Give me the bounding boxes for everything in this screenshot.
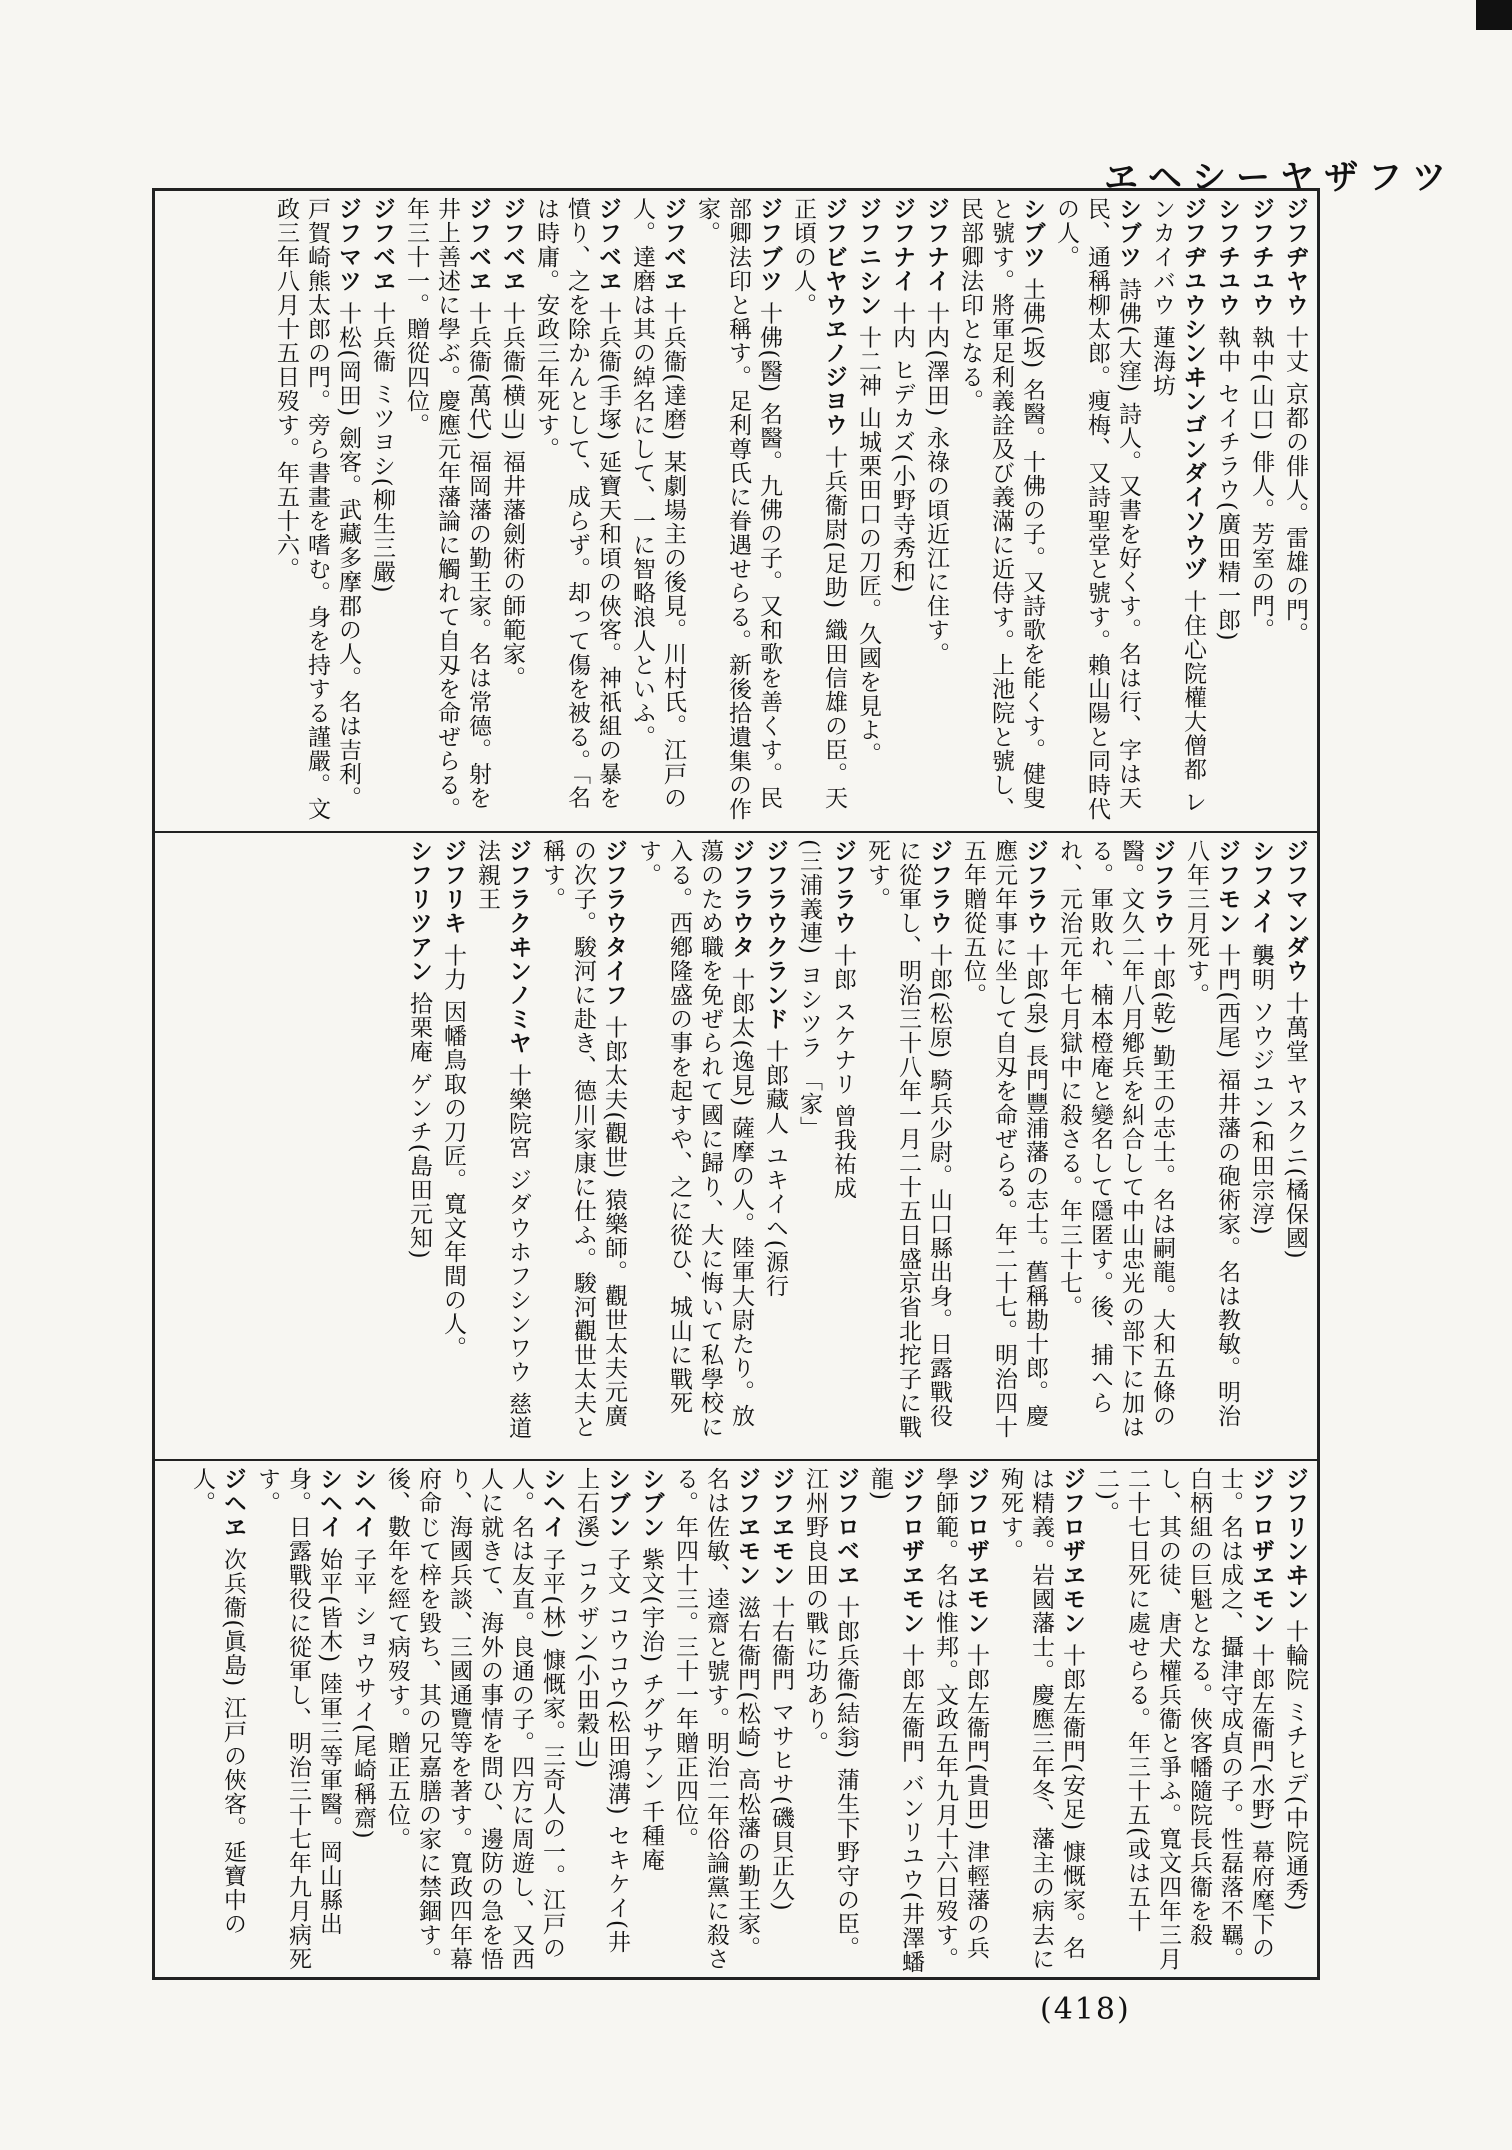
page-number: (418) bbox=[1040, 1992, 1131, 2027]
entry-text: 十丈 京都の俳人。雷雄の門。 bbox=[1282, 325, 1308, 646]
entry-reading: ジフビヤウヱノジヨウ bbox=[821, 197, 848, 437]
entry bbox=[886, 197, 918, 823]
entry-text: 十兵衞 ミツヨシ(柳生三嚴) bbox=[369, 301, 395, 594]
entry bbox=[1279, 197, 1311, 823]
entry-text: 子平(林) 慷慨家。三奇人の一。江戸の人。名は友直。良通の子。四方に周遊し、又西人に就きて、海外の事情を問ひ、邊防の急を悟り、海國兵談、三國通覽等を著す。寬政四年幕府命じて梓を毀ち、其の兄嘉膳の家に禁錮す。後、數年を經て病歿す。贈正五位。 bbox=[384, 1467, 565, 1971]
entry-text: 十兵衞(手塚) 延寶天和頃の俠客。神祇組の暴を憤り、之を除かんとして、成らず。却って傷を被る。「名は時庸。安政三年死す。 bbox=[533, 197, 621, 810]
entry bbox=[186, 1467, 249, 1975]
entry-text: 紫文(宇治) チグサアン 千種庵 bbox=[638, 1547, 664, 1872]
section-top bbox=[161, 197, 1311, 823]
entry-reading: シブツ bbox=[1019, 197, 1046, 269]
entry-text: 十右衞門 マサヒサ(磯貝正久) bbox=[768, 1595, 794, 1912]
entry-reading: ジフチユウ bbox=[1248, 197, 1275, 317]
entry-reading: ジフナイ bbox=[923, 197, 950, 293]
entry-reading: ジフラクヰンノミヤ bbox=[505, 839, 532, 1055]
entry-text: 始平(皆木) 陸軍三等軍醫。岡山縣出身。日露戰役に從軍し、明治三十七年九月病死す。 bbox=[254, 1467, 342, 1971]
entry-text: 十郎(乾) 勤王の志士。名は嗣龍。大和五條の醫。文久二年八月鄕兵を糾合して中山忠光の部下に加はる。軍敗れ、楠本橙庵と變名して隱匿す。後、捕へられ、元治元年七月獄中に殺さる。年三十七。 bbox=[1056, 839, 1175, 1439]
entry bbox=[920, 197, 952, 823]
section-bottom bbox=[161, 1467, 1311, 1975]
entry-text: 十郎太夫(觀世) 猿樂師。觀世太夫元廣の次子。駿河に赴き、德川家康に仕ふ。駿河觀世太夫と稱す。 bbox=[539, 839, 627, 1439]
section-divider-bottom bbox=[155, 1459, 1317, 1461]
entry bbox=[691, 197, 785, 823]
entry-text: 拾栗庵 ゲンチ(島田元知) bbox=[406, 991, 432, 1260]
entry bbox=[759, 839, 791, 1451]
entry-reading: ジフロザヱモン bbox=[1059, 1467, 1086, 1635]
entry-reading: シブン bbox=[604, 1467, 631, 1539]
entry-reading: ジフニシン bbox=[855, 197, 882, 317]
entry-reading: ジフマンダウ bbox=[1282, 839, 1309, 983]
entry bbox=[536, 839, 630, 1451]
entry-text: 十兵衞(達磨) 某劇場主の後見。川村氏。江戸の人。達磨は其の綽名にして、一に智略浪人といふ。 bbox=[629, 197, 686, 810]
entry-text: 十郎左衞門(安足) 慷慨家。名は精義。岩國藩士。慶應三年冬、藩主の病去に殉死す。 bbox=[997, 1467, 1085, 1971]
entry-reading: ジフラウタイフ bbox=[601, 839, 628, 1007]
entry-text: 執中(山口) 俳人。芳室の門。 bbox=[1248, 325, 1274, 642]
entry-text: 十郎藏人 ユキイヘ(源行 bbox=[762, 1039, 788, 1298]
entry-reading: シヘイ bbox=[316, 1467, 343, 1539]
entry-reading: ジフラウタ bbox=[728, 839, 755, 959]
entry bbox=[632, 839, 757, 1451]
entry-text: 十樂院宮 ジダウホフシンワウ 慈道法親王 bbox=[474, 839, 531, 1440]
entry-reading: ジフベヱ bbox=[499, 197, 526, 293]
text-frame bbox=[152, 188, 1320, 1980]
entry-reading: シブツ bbox=[1115, 197, 1142, 269]
entry bbox=[861, 839, 955, 1451]
entry-text: 子文 コウコウ(松田鴻溝) セキケイ(井上石溪) コクザン(小田穀山) bbox=[573, 1467, 630, 1954]
entry-text: 十郎左衞門 バンリユウ(井澤蟠龍) bbox=[867, 1467, 924, 1974]
entry bbox=[403, 839, 435, 1451]
entry-reading: シヘイ bbox=[350, 1467, 377, 1539]
entry-text: 十兵衞(萬代) 福岡藩の勤王家。名は常德。射を井上善述に學ぶ。慶應元年藩論に觸れて自刄を命ぜらる。年三十一。贈從四位。 bbox=[403, 197, 491, 821]
entry bbox=[626, 197, 689, 823]
entry-reading: ジフラウクランド bbox=[762, 839, 789, 1031]
entry-reading: ジフマツ bbox=[335, 197, 362, 293]
entry bbox=[496, 197, 528, 823]
entry-text: 十二神 山城栗田口の刀匠。久國を見よ。 bbox=[855, 325, 881, 766]
entry-text: 十萬堂 ヤスクニ(橘保國) bbox=[1282, 991, 1308, 1260]
entry-reading: シブン bbox=[638, 1467, 665, 1539]
entry-text: 十佛(醫) 名醫。九佛の子。又和歌を善くす。民部卿法印と稱す。足利尊氏に眷遇せらる。新後拾遺集の作家。 bbox=[694, 197, 782, 821]
page-edge-mark bbox=[1476, 0, 1512, 30]
entry-reading: ジフヱモン bbox=[734, 1467, 761, 1587]
entry bbox=[530, 197, 624, 823]
entry-reading: ジフラウ bbox=[926, 839, 953, 935]
entry-reading: ジフベヱ bbox=[465, 197, 492, 293]
entry bbox=[1279, 839, 1311, 1451]
entry bbox=[1279, 1467, 1311, 1975]
entry-text: 十郎 スケナリ 曾我祐成 bbox=[830, 943, 856, 1200]
entry-text: 十郎左衞門(貴田) 津輕藩の兵學師範。名は惟邦。文政五年九月十六日歿す。 bbox=[932, 1467, 989, 1971]
entry-text: 執中 セイチラウ(廣田精一郎) bbox=[1214, 325, 1240, 642]
entry bbox=[852, 197, 884, 823]
entry-text: 十輪院 ミチヒデ(中院通秀) bbox=[1282, 1619, 1308, 1912]
page-header-index: ヱヘシーヤザフツ bbox=[1104, 158, 1456, 198]
entry-text: 十郎(松原) 騎兵少尉。山口縣出身。日露戰役に從軍し、明治三十八年一月二十五日盛京省北拕子に戰死す。 bbox=[864, 839, 952, 1439]
entry-reading: ジフナイ bbox=[889, 197, 916, 293]
entry-reading: ジヘヱ bbox=[220, 1467, 247, 1539]
entry-reading: ジフヱモン bbox=[768, 1467, 795, 1587]
entry bbox=[765, 1467, 797, 1975]
entry bbox=[570, 1467, 633, 1975]
entry bbox=[347, 1467, 379, 1975]
entry-reading: ジフリンヰン bbox=[1282, 1467, 1309, 1611]
entry-text: 十郎左衞門(水野) 幕府麾下の士。名は成之、攝津守成貞の子。性磊落不羈。白柄組の巨魁となる。俠客幡隨院長兵衞を殺し、其の徒、唐犬權兵衞と爭ふ。寬文四年三月二十七日死に處せらる。年三十五(或は五十二)。 bbox=[1093, 1467, 1274, 1971]
entry-text: 詩佛(大窪) 詩人。又書を好くす。名は行、字は天民、通稱柳太郎。痩梅、又詩聖堂と號す。賴山陽と同時代の人。 bbox=[1053, 197, 1141, 821]
entry bbox=[1180, 839, 1243, 1451]
entry-reading: ジフラウ bbox=[830, 839, 857, 935]
entry-text: 十力 因幡鳥取の刀匠。寬文年間の人。 bbox=[440, 943, 466, 1360]
entry-reading: シフリツアン bbox=[406, 839, 433, 983]
entry-reading: シヘイ bbox=[539, 1467, 566, 1539]
entry bbox=[1211, 197, 1243, 823]
entry-reading: シフメイ bbox=[1248, 839, 1275, 935]
entry-reading: ジフロザヱモン bbox=[898, 1467, 925, 1635]
entry bbox=[1245, 197, 1277, 823]
entry-text: 滋右衞門(松崎) 高松藩の勤王家。名は佐敏、逵齋と號す。明治二年俗論黨に殺さる。年四十三。三十一年贈正四位。 bbox=[672, 1467, 760, 1971]
entry bbox=[1053, 839, 1178, 1451]
entry bbox=[251, 1467, 345, 1975]
entry bbox=[864, 1467, 927, 1975]
entry-reading: ジフヂヤウ bbox=[1282, 197, 1309, 317]
entry-reading: ジフベヱ bbox=[660, 197, 687, 293]
entry-reading: ジフラウ bbox=[1149, 839, 1176, 935]
entry bbox=[1245, 839, 1277, 1451]
entry-text: 十郎(泉) 長門豐浦藩の志士。舊稱勘十郎。慶應元年事に坐して自刄を命ぜらる。年二十七。明治四十五年贈從五位。 bbox=[960, 839, 1048, 1439]
entry-text: 十門(西尾) 福井藩の砲術家。名は教敏。明治八年三月死す。 bbox=[1183, 839, 1240, 1428]
entry bbox=[787, 197, 850, 823]
entry-text: 十兵衞(横山) 福井藩劍術の師範家。 bbox=[499, 301, 525, 690]
entry-reading: シフチユウ bbox=[1214, 197, 1241, 317]
entry bbox=[270, 197, 364, 823]
section-divider-top bbox=[155, 831, 1317, 833]
entry bbox=[437, 839, 469, 1451]
entry-text: 十住心院權大僧都 レンカイバウ 蓮海坊 bbox=[1149, 197, 1206, 814]
entry-reading: ジフベヱ bbox=[595, 197, 622, 293]
entry bbox=[471, 839, 534, 1451]
entry bbox=[366, 197, 398, 823]
entry bbox=[954, 197, 1048, 823]
entry-text: 襲明 ソウジユン(和田宗淳) bbox=[1248, 943, 1274, 1236]
entry bbox=[669, 1467, 763, 1975]
entry bbox=[793, 839, 825, 1451]
entry-text: 十内 ヒデカズ(小野寺秀和) bbox=[889, 301, 915, 594]
entry-reading: ジフヂユウシンヰンゴンダイソウヅ bbox=[1180, 197, 1207, 581]
entry bbox=[400, 197, 494, 823]
entry-reading: ジフモン bbox=[1214, 839, 1241, 935]
entry-reading: ジフロザヱモン bbox=[1248, 1467, 1275, 1635]
entry bbox=[799, 1467, 862, 1975]
entry bbox=[827, 839, 859, 1451]
entry-reading: ジフリキ bbox=[440, 839, 467, 935]
entry bbox=[957, 839, 1051, 1451]
entry bbox=[381, 1467, 568, 1975]
entry-text: 次兵衞(眞島) 江戸の俠客。延寶中の人。 bbox=[189, 1467, 246, 1936]
entry-reading: ジフロザヱモン bbox=[963, 1467, 990, 1635]
entry-text: 十内(澤田) 永祿の頃近江に住す。 bbox=[923, 301, 949, 666]
entry-text: 土佛(坂) 名醫。十佛の子。又詩歌を能くす。健叟と號す。將軍足利義詮及び義滿に近侍す。上池院と號し、民部卿法印となる。 bbox=[957, 197, 1045, 821]
entry bbox=[929, 1467, 992, 1975]
entry bbox=[994, 1467, 1088, 1975]
entry-reading: ジフロベヱ bbox=[833, 1467, 860, 1587]
section-middle bbox=[161, 839, 1311, 1451]
entry-reading: ジフラウ bbox=[1022, 839, 1049, 935]
entry-text: 十郎太(逸見) 薩摩の人。陸軍大尉たり。放蕩のため職を免ぜられて國に歸り、大に悔いて私學校に入る。西鄕隆盛の事を起すや、之に從ひ、城山に戰死す。 bbox=[635, 839, 754, 1439]
entry bbox=[635, 1467, 667, 1975]
entry bbox=[1146, 197, 1209, 823]
entry-text: 十兵衞尉(足助) 織田信雄の臣。天正頃の人。 bbox=[790, 197, 847, 810]
entry bbox=[1090, 1467, 1277, 1975]
entry-reading: ジフベヱ bbox=[369, 197, 396, 293]
entry bbox=[1050, 197, 1144, 823]
entry-reading: ジフブツ bbox=[756, 197, 783, 293]
entry-text: 十郎兵衞(結翁) 蒲生下野守の臣。江州野良田の戰に功あり。 bbox=[802, 1467, 859, 1960]
entry-text: (三浦義連) ヨシツラ 「家」 bbox=[796, 839, 822, 1140]
entry-text: 子平 ショウサイ(尾崎稱齋) bbox=[350, 1547, 376, 1840]
entry-text: 十松(岡田) 劍客。武藏多摩郡の人。名は吉利。戸賀崎熊太郎の門。旁ら書畫を嗜む。身を持する謹嚴。文政三年八月十五日歿す。年五十六。 bbox=[273, 197, 361, 821]
